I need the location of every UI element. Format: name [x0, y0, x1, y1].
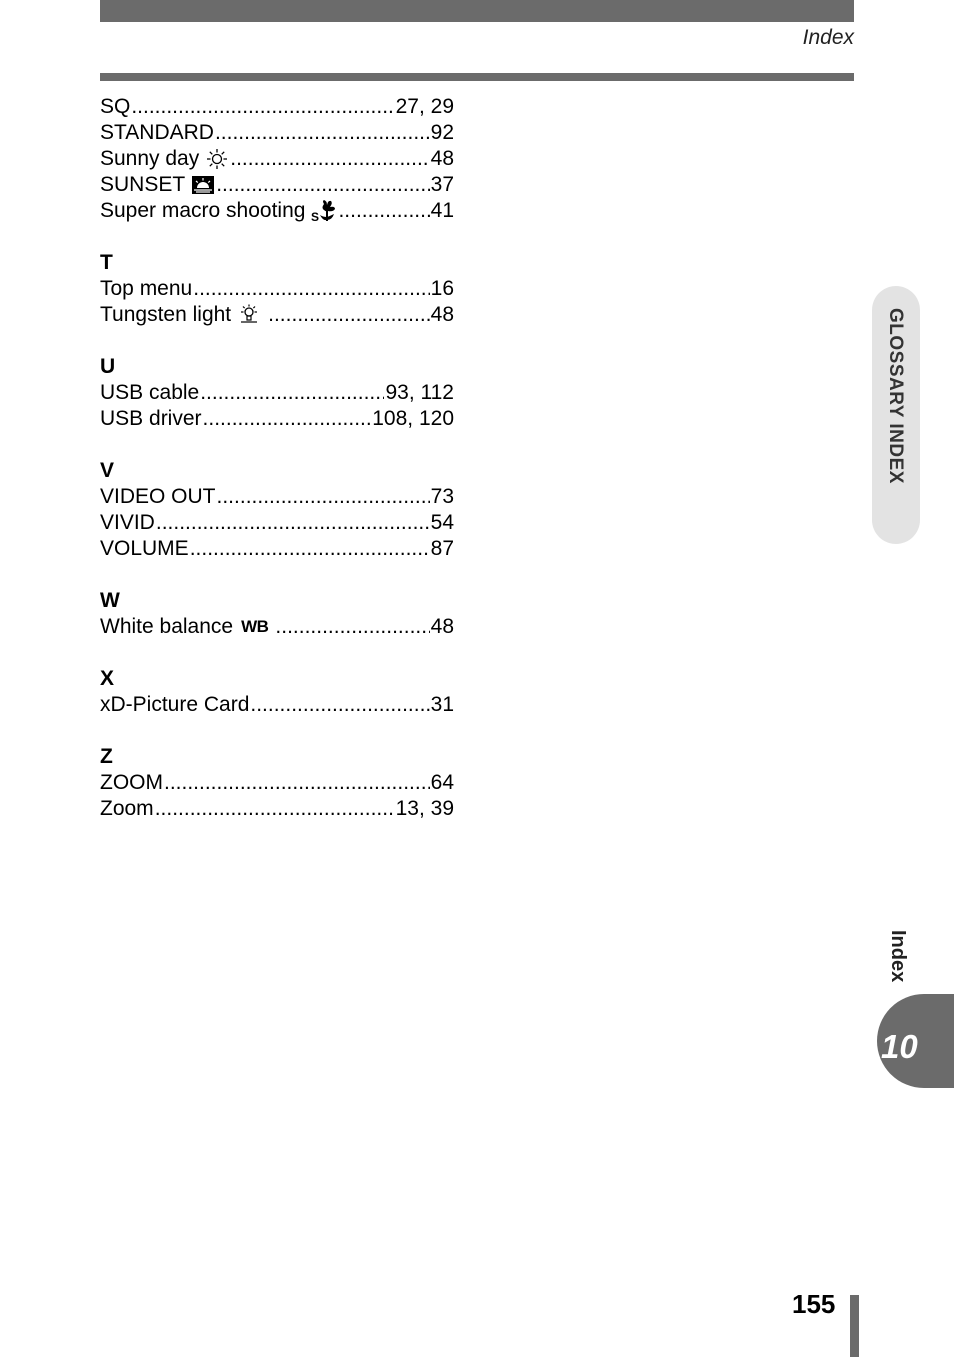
index-pages: 87	[430, 537, 454, 560]
index-term: USB driver	[100, 407, 202, 430]
section-letter: V	[100, 459, 115, 482]
index-pages: 41	[430, 199, 454, 222]
index-term: White balance	[100, 615, 234, 638]
super-macro-icon	[311, 199, 337, 223]
index-section-z	[100, 744, 454, 822]
index-entry	[100, 406, 454, 432]
section-letter: Z	[100, 745, 113, 768]
index-pages: 31	[430, 693, 454, 716]
index-entry	[100, 146, 454, 172]
dot-leader	[190, 536, 430, 562]
index-term: VIVID	[100, 511, 155, 534]
header-rule	[100, 73, 854, 81]
dot-leader	[155, 796, 395, 822]
top-header-bar	[100, 0, 854, 22]
dot-leader	[268, 302, 430, 328]
dot-leader	[215, 120, 430, 146]
dot-leader	[131, 94, 394, 120]
index-entry	[100, 198, 454, 224]
dot-leader	[200, 380, 384, 406]
index-pages: 16	[430, 277, 454, 300]
index-entry	[100, 172, 454, 198]
index-term: SQ	[100, 95, 131, 118]
index-section-v	[100, 458, 454, 562]
index-entry	[100, 510, 454, 536]
index-term: STANDARD	[100, 121, 214, 144]
index-term: SUNSET	[100, 173, 186, 196]
section-letter: X	[100, 667, 115, 690]
index-pages: 48	[430, 303, 454, 326]
index-entry	[100, 302, 454, 328]
index-pages: 37	[430, 173, 454, 196]
index-term: VIDEO OUT	[100, 485, 216, 508]
index-term: Zoom	[100, 797, 154, 820]
section-letter: U	[100, 355, 116, 378]
dot-leader	[164, 770, 430, 796]
dot-leader	[338, 198, 429, 224]
index-pages: 48	[430, 615, 454, 638]
running-header-title: Index	[802, 26, 854, 49]
index-pages: 92	[430, 121, 454, 144]
index-pages: 27, 29	[395, 95, 454, 118]
page-number-bar	[850, 1295, 859, 1357]
index-pages: 48	[430, 147, 454, 170]
index-entry	[100, 796, 454, 822]
index-entry	[100, 120, 454, 146]
index-term: ZOOM	[100, 771, 163, 794]
index-entry	[100, 536, 454, 562]
index-entry	[100, 484, 454, 510]
dot-leader	[217, 484, 430, 510]
index-pages: 64	[430, 771, 454, 794]
glossary-index-tab[interactable]	[872, 286, 920, 544]
index-column	[100, 94, 454, 848]
dot-leader	[275, 614, 429, 640]
index-term: Sunny day	[100, 147, 200, 170]
index-section-x	[100, 666, 454, 718]
index-term: VOLUME	[100, 537, 189, 560]
dot-leader	[250, 692, 429, 718]
page-number: 155	[792, 1289, 836, 1319]
index-term: Top menu	[100, 277, 193, 300]
index-entry	[100, 94, 454, 120]
chapter-number: 10	[881, 1028, 918, 1065]
chapter-badge	[877, 994, 954, 1088]
svg-text:S: S	[311, 210, 320, 223]
white-balance-icon: WB	[241, 617, 269, 636]
index-section-t	[100, 250, 454, 328]
index-term: Tungsten light	[100, 303, 232, 326]
tungsten-bulb-icon	[237, 304, 261, 326]
index-pages: 108, 120	[372, 407, 454, 430]
chapter-label: Index	[887, 930, 909, 983]
dot-leader	[193, 276, 429, 302]
index-section-s	[100, 94, 454, 224]
index-entry	[100, 276, 454, 302]
index-entry	[100, 380, 454, 406]
dot-leader	[230, 146, 429, 172]
index-pages: 93, 112	[385, 381, 454, 404]
index-term: xD-Picture Card	[100, 693, 250, 716]
index-entry	[100, 770, 454, 796]
section-letter: W	[100, 589, 120, 612]
index-pages: 13, 39	[395, 797, 454, 820]
dot-leader	[216, 172, 429, 198]
index-term: Super macro shooting	[100, 199, 306, 222]
index-entry	[100, 692, 454, 718]
index-term: USB cable	[100, 381, 200, 404]
index-pages: 54	[430, 511, 454, 534]
glossary-index-tab-label: GLOSSARY INDEX	[885, 308, 906, 484]
index-entry	[100, 614, 454, 640]
index-section-u	[100, 354, 454, 432]
section-letter: T	[100, 251, 113, 274]
dot-leader	[203, 406, 372, 432]
sun-icon	[205, 148, 229, 170]
sunset-icon	[191, 175, 215, 195]
index-section-w	[100, 588, 454, 640]
index-pages: 73	[430, 485, 454, 508]
dot-leader	[156, 510, 430, 536]
